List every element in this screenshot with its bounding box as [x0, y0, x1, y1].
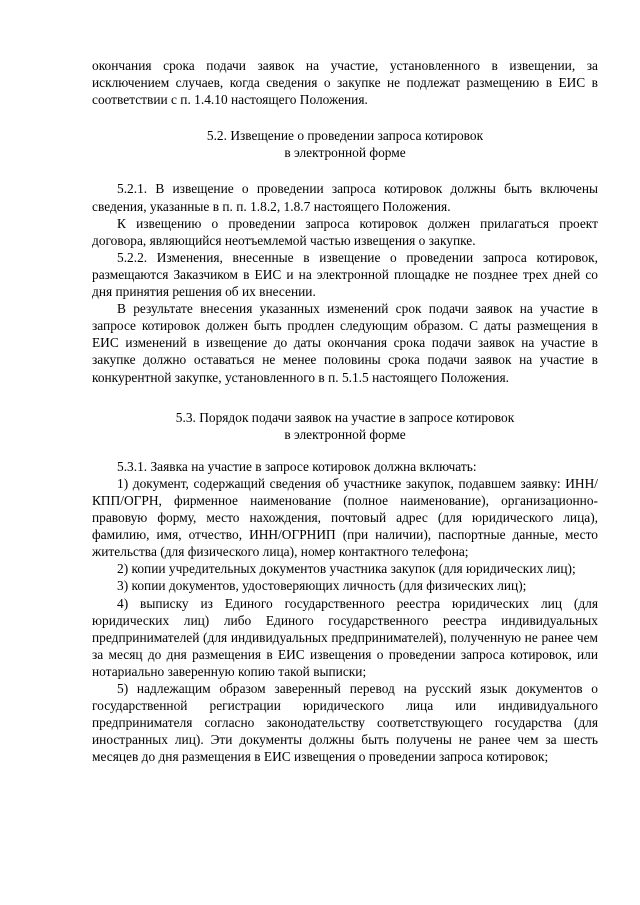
paragraph-continuation: окончания срока подачи заявок на участие, установленного в извещении, за исключением случаев, когда сведения о закупке не подлежат размещению в ЕИС в соответствии с п. 1.4.10 настоящего Положения.	[92, 58, 598, 108]
list-item-5: 5) надлежащим образом заверенный перевод на русский язык документов о государственной регистрации юридического лица или индивидуального предпринимателя согласно законодательству соответствующего государства (для иностранных лиц). Эти документы должны быть получены не ранее чем за шесть месяцев до дня размещения в ЕИС извещения о проведении запроса котировок;	[92, 681, 598, 765]
list-item-4: 4) выписку из Единого государственного реестра юридических лиц (для юридических лиц) либо Единого государственного реестра индивидуальных предпринимателей (для индивидуальных предпринимателей), полученную не ранее чем за месяц до дня размещения в ЕИС извещения о проведении запроса котировок, или нотариально заверенную копию такой выписки;	[92, 595, 598, 679]
paragraph-5-2-2-deadline: В результате внесения указанных изменений срок подачи заявок на участие в запросе котировок должен быть продлен следующим образом. С даты размещения в ЕИС изменений в извещение до даты окончания срока подачи заявок на участие в закупке должно оставаться не менее половины срока подачи заявок на участие в конкурентной закупке, установленного в п. 5.1.5 настоящего Положения.	[92, 301, 598, 385]
paragraph-5-2-2: 5.2.2. Изменения, внесенные в извещение о проведении запроса котировок, размещаются Заказчиком в ЕИС и на электронной площадке не позднее трех дней со дня принятия решения об их внесении.	[92, 249, 598, 300]
list-item-3: 3) копии документов, удостоверяющих личность (для физических лиц);	[117, 578, 527, 594]
paragraph-5-3-1: 5.3.1. Заявка на участие в запросе котировок должна включать:	[117, 458, 477, 474]
document-page	[92, 57, 598, 765]
section-heading-5-3: 5.3. Порядок подачи заявок на участие в запросе котировок	[175, 409, 515, 425]
list-item-1: 1) документ, содержащий сведения об участнике закупок, подавшем заявку: ИНН/КПП/ОГРН, фирменное наименование (полное наименование), организационно-правовую форму, место нахождения, почтовый адрес (для юридического лица), фамилию, имя, отчество, ИНН/ОГРНИП (при наличии), паспортные данные, место жительства (для физического лица), номер контактного телефона;	[92, 475, 598, 560]
paragraph-5-2-1-attachment: К извещению о проведении запроса котировок должен прилагаться проект договора, являющийся неотъемлемой частью извещения о закупке.	[92, 215, 598, 248]
section-heading-5-2: 5.2. Извещение о проведении запроса котировок	[206, 128, 484, 144]
list-item-2: 2) копии учредительных документов участника закупок (для юридических лиц);	[117, 561, 576, 577]
paragraph-5-2-1: 5.2.1. В извещение о проведении запроса котировок должны быть включены сведения, указанные в п. п. 1.8.2, 1.8.7 настоящего Положения.	[92, 181, 598, 214]
section-heading-5-3-subtitle: в электронной форме	[284, 426, 406, 442]
section-heading-5-2-subtitle: в электронной форме	[284, 145, 406, 161]
